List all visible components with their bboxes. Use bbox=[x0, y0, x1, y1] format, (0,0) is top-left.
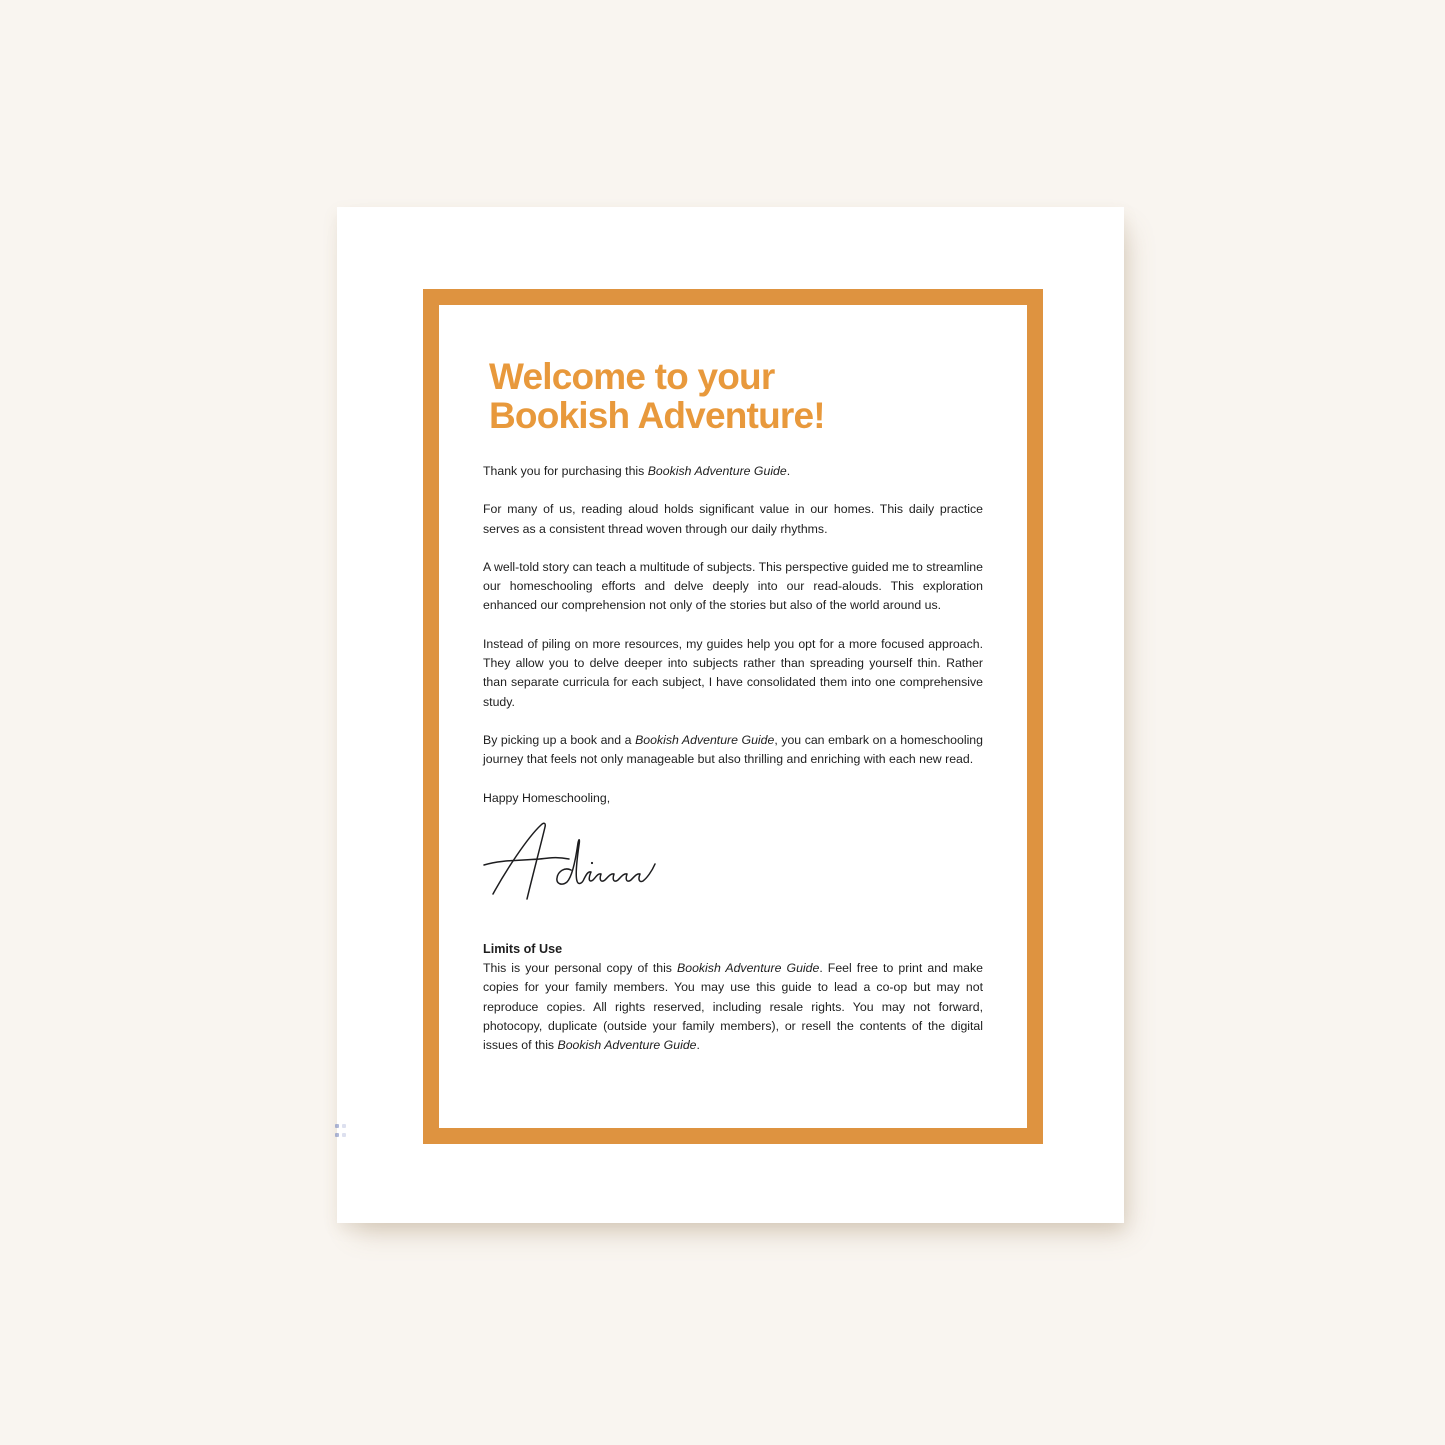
paragraph-well-told-story: A well-told story can teach a multitude of subjects. This perspective guided me to streamline our homeschooling efforts and delve deeply into our read-alouds. This exploration enhanced our comprehension not only of the stories but also of the world around us. bbox=[483, 559, 983, 613]
paragraph-limits-of-use: This is your personal copy of this Bookish Adventure Guide. Feel free to print and make copies for your family members. You may use this guide to lead a co-op but may not reproduce copies. All rights reserved, including resale rights. You may not forward, photocopy, duplicate (outside your family members), or resell the contents of the digital issues of this Bookish Adventure Guide. bbox=[483, 961, 984, 1053]
artifact-dot bbox=[335, 1124, 339, 1128]
paragraph-focused-approach: Instead of piling on more resources, my guides help you opt for a more focused approach. They allow you to delve deeper into subjects rather than spreading yourself thin. Rather than separate curricula for each subject, I have consolidated them into one comprehensive study. bbox=[483, 636, 983, 709]
paragraph-thank-you: Thank you for purchasing this Bookish Adventure Guide. bbox=[483, 464, 791, 478]
closing-line: Happy Homeschooling, bbox=[483, 790, 611, 805]
limits-of-use-heading: Limits of Use bbox=[483, 941, 563, 956]
page-edge-artifact bbox=[335, 1124, 349, 1142]
title-line-2: Bookish Adventure! bbox=[489, 395, 825, 436]
paragraph-reading-aloud: For many of us, reading aloud holds significant value in our homes. This daily practice serves as a consistent thread woven through our daily rhythms. bbox=[483, 502, 983, 536]
artifact-dot bbox=[342, 1133, 346, 1137]
artifact-dot bbox=[342, 1124, 346, 1128]
signature bbox=[483, 820, 663, 904]
title-line-1: Welcome to your bbox=[489, 356, 775, 397]
page-title bbox=[483, 357, 983, 435]
orange-border-frame bbox=[423, 289, 1043, 1144]
paragraph-embark: By picking up a book and a Bookish Adventure Guide, you can embark on a homeschooling journey that feels not only manageable but also thrilling and enriching with each new read. bbox=[483, 732, 983, 767]
signature-handwriting-icon bbox=[483, 820, 658, 905]
document-page bbox=[337, 207, 1124, 1223]
artifact-dot bbox=[335, 1133, 339, 1137]
